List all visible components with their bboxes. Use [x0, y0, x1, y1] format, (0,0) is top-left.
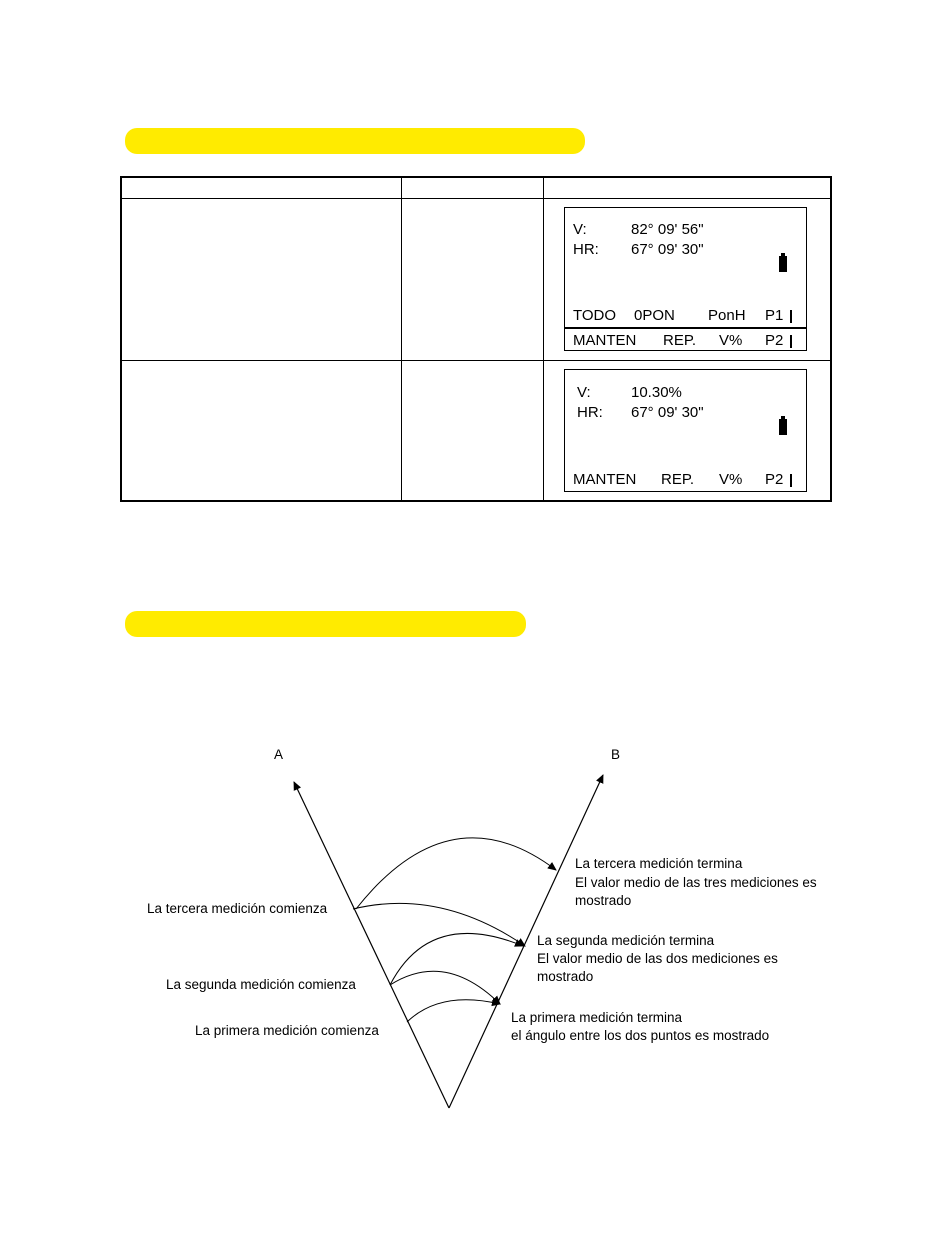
softkey-page-p1[interactable]: P1	[765, 307, 784, 324]
arc-third-arrow	[356, 838, 556, 909]
v-value: 10.30%	[631, 384, 682, 401]
header-cell-display	[544, 177, 832, 199]
hr-value: 67° 09' 30"	[631, 241, 704, 258]
second-end-line1: La segunda medición termina	[537, 933, 715, 948]
softkey-rep[interactable]: REP.	[663, 332, 697, 349]
v-label: V:	[573, 221, 587, 238]
header-cell-key	[402, 177, 544, 199]
point-a-label: A	[274, 747, 284, 762]
instrument-display-2	[564, 369, 807, 492]
arc-second-arrow	[390, 933, 523, 985]
softkey-0pon[interactable]: 0PON	[634, 307, 675, 324]
softkey-manten[interactable]: MANTEN	[573, 471, 637, 488]
header-cell-procedure	[121, 177, 402, 199]
third-end-line1: La tercera medición termina	[575, 856, 743, 871]
arc-second-begin-arrow	[390, 971, 500, 1004]
v-label: V:	[577, 384, 591, 401]
softkey-vpercent[interactable]: V%	[719, 332, 743, 349]
v-value: 82° 09' 56"	[631, 221, 704, 238]
instrument-display-1	[564, 207, 807, 351]
page-divider	[565, 327, 806, 329]
softkey-ponh[interactable]: PonH	[708, 307, 746, 324]
softkey-page-p2[interactable]: P2	[765, 332, 784, 349]
first-start-label: La primera medición comienza	[195, 1023, 379, 1038]
third-start-label: La tercera medición comienza	[147, 901, 328, 916]
page-indicator-icon	[790, 335, 792, 348]
page-indicator-icon	[790, 474, 792, 487]
softkey-rep[interactable]: REP.	[661, 471, 695, 488]
row2-procedure-cell	[121, 361, 402, 502]
softkey-manten[interactable]: MANTEN	[573, 332, 637, 349]
hr-value: 67° 09' 30"	[631, 404, 704, 421]
battery-icon	[779, 256, 787, 272]
hr-label: HR:	[573, 241, 599, 258]
third-end-line2: El valor medio de las tres mediciones es	[575, 875, 817, 890]
row1-procedure-cell	[121, 199, 402, 361]
arc-third-begin-arrow	[353, 903, 525, 946]
first-end-line2: el ángulo entre los dos puntos es mostrado	[511, 1028, 770, 1043]
softkey-page-p2[interactable]: P2	[765, 471, 784, 488]
section-banner-bottom	[125, 611, 526, 637]
hr-label: HR:	[577, 404, 603, 421]
repetition-angle-diagram	[0, 700, 950, 1130]
battery-icon	[779, 419, 787, 435]
softkey-todo[interactable]: TODO	[573, 307, 617, 324]
arc-first-arrow	[407, 1000, 500, 1022]
second-end-line3: mostrado	[537, 969, 594, 984]
section-banner-top	[125, 128, 585, 154]
second-end-line2: El valor medio de las dos mediciones es	[537, 951, 778, 966]
row1-key-cell	[402, 199, 544, 361]
point-b-label: B	[611, 747, 621, 762]
page-indicator-icon	[790, 310, 792, 323]
third-end-line3: mostrado	[575, 893, 632, 908]
row2-key-cell	[402, 361, 544, 502]
first-end-line1: La primera medición termina	[511, 1010, 683, 1025]
softkey-vpercent[interactable]: V%	[719, 471, 743, 488]
second-start-label: La segunda medición comienza	[166, 977, 356, 992]
